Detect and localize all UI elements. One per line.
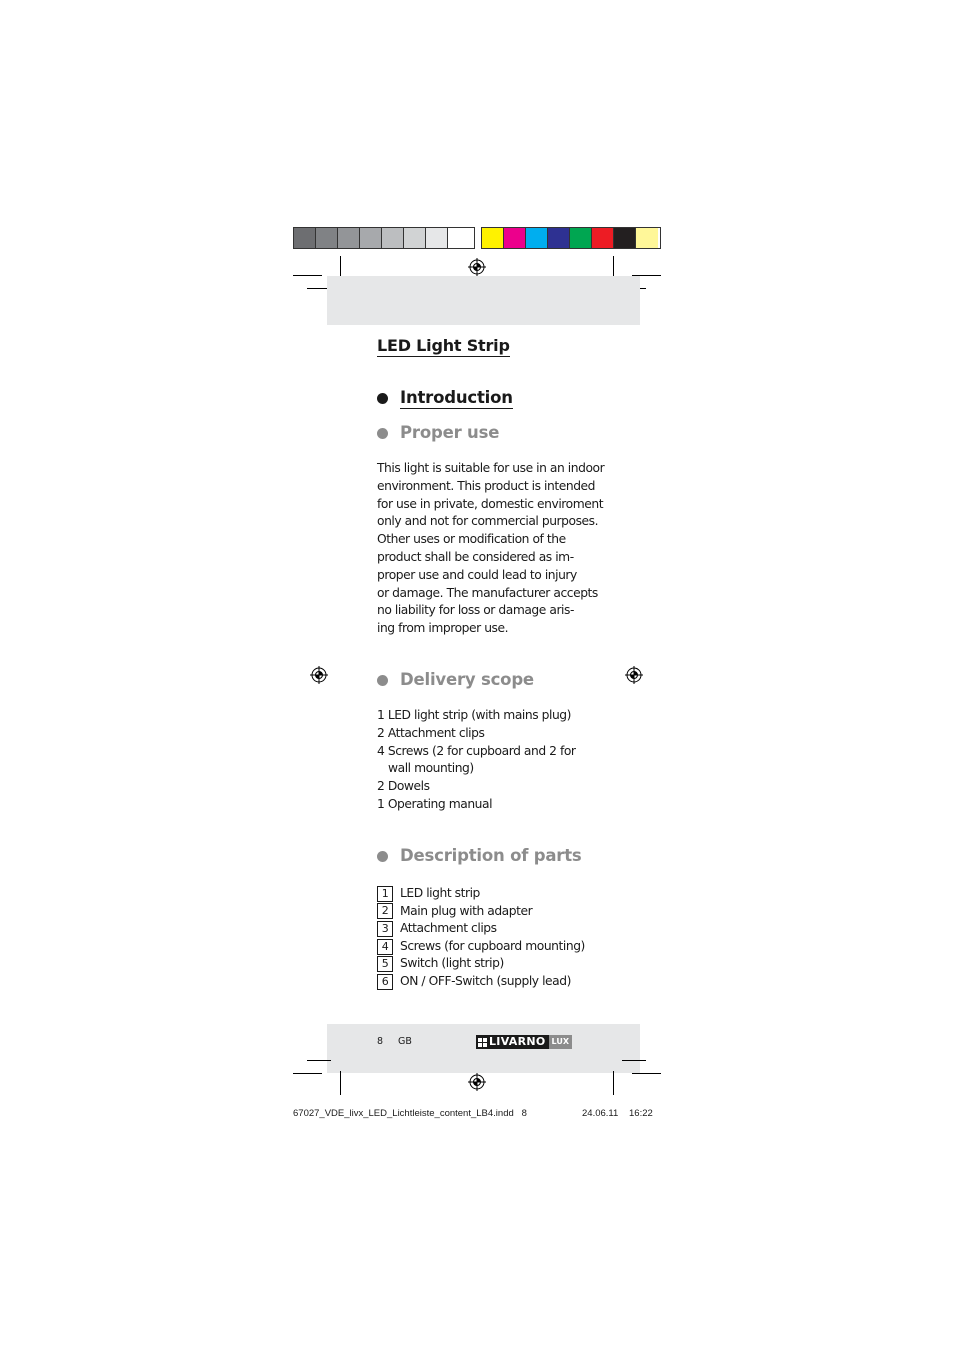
parts-list bbox=[377, 885, 607, 991]
gray-swatch-bar bbox=[293, 227, 475, 249]
text-line: for use in private, domestic enviroment bbox=[377, 496, 604, 511]
section-introduction bbox=[377, 388, 513, 409]
crop-mark bbox=[293, 275, 322, 276]
part-number: 3 bbox=[377, 921, 393, 937]
text-line: proper use and could lead to injury bbox=[377, 567, 577, 582]
color-swatch bbox=[592, 228, 614, 248]
document-title-text: LED Light Strip bbox=[377, 336, 510, 355]
slug-time: 16:22 bbox=[629, 1108, 653, 1119]
crop-mark bbox=[632, 1073, 661, 1074]
color-swatch bbox=[570, 228, 592, 248]
crop-mark bbox=[613, 1071, 614, 1095]
description-of-parts-heading: Description of parts bbox=[400, 846, 582, 865]
registration-mark-icon bbox=[468, 258, 486, 276]
delivery-scope-heading: Delivery scope bbox=[400, 670, 534, 689]
part-label: Main plug with adapter bbox=[400, 903, 533, 918]
part-number: 2 bbox=[377, 903, 393, 919]
color-swatch bbox=[382, 228, 404, 248]
proper-use-heading: Proper use bbox=[400, 423, 500, 442]
list-item: 2 Attachment clips bbox=[377, 725, 485, 740]
crop-mark bbox=[622, 1060, 646, 1061]
crop-mark bbox=[340, 256, 341, 276]
introduction-heading: Introduction bbox=[400, 388, 513, 407]
list-item: wall mounting) bbox=[388, 761, 474, 776]
bullet-icon bbox=[377, 393, 388, 404]
slug-date: 24.06.11 bbox=[582, 1108, 619, 1119]
part-row bbox=[377, 920, 607, 938]
part-row bbox=[377, 955, 607, 973]
part-number: 4 bbox=[377, 939, 393, 955]
part-label: Screws (for cupboard mounting) bbox=[400, 938, 585, 953]
list-item: 1 Operating manual bbox=[377, 796, 493, 811]
bullet-icon bbox=[377, 851, 388, 862]
part-number: 1 bbox=[377, 886, 393, 902]
document-title bbox=[377, 336, 510, 357]
color-swatch bbox=[426, 228, 448, 248]
crop-mark bbox=[293, 1073, 322, 1074]
section-delivery-scope bbox=[377, 670, 534, 690]
registration-mark-icon bbox=[468, 1073, 486, 1091]
part-label: Attachment clips bbox=[400, 921, 497, 936]
crop-mark bbox=[307, 1060, 331, 1061]
color-swatch bbox=[338, 228, 360, 248]
text-line: no liability for loss or damage aris- bbox=[377, 603, 574, 618]
logo-mark-icon bbox=[476, 1035, 488, 1049]
part-label: LED light strip bbox=[400, 885, 480, 900]
color-swatch bbox=[360, 228, 382, 248]
list-item: 1 LED light strip (with mains plug) bbox=[377, 708, 572, 722]
slug-filename: 67027_VDE_livx_LED_Lichtleiste_content_LB4.indd 8 bbox=[293, 1108, 527, 1119]
part-label: ON / OFF-Switch (supply lead) bbox=[400, 973, 571, 988]
section-description-of-parts bbox=[377, 846, 582, 866]
part-label: Switch (light strip) bbox=[400, 956, 504, 971]
color-swatch bbox=[614, 228, 636, 248]
section-proper-use bbox=[377, 423, 499, 443]
color-swatch bbox=[548, 228, 570, 248]
top-gray-band bbox=[327, 276, 640, 325]
delivery-scope-list bbox=[377, 707, 582, 814]
list-item: 4 Screws (2 for cupboard and 2 for bbox=[377, 743, 576, 758]
color-swatch-bar bbox=[481, 227, 661, 249]
color-swatch bbox=[294, 228, 316, 248]
bullet-icon bbox=[377, 428, 388, 439]
part-row bbox=[377, 973, 607, 991]
bullet-icon bbox=[377, 675, 388, 686]
registration-mark-icon bbox=[625, 666, 643, 684]
proper-use-text bbox=[377, 460, 605, 638]
text-line: only and not for commercial purposes. bbox=[377, 514, 599, 529]
page-number: 8 bbox=[377, 1036, 384, 1047]
part-number: 5 bbox=[377, 956, 393, 972]
text-line: Other uses or modification of the bbox=[377, 532, 566, 547]
brand-logo bbox=[476, 1035, 572, 1049]
part-row bbox=[377, 903, 607, 921]
color-swatch bbox=[526, 228, 548, 248]
color-swatch bbox=[636, 228, 658, 248]
color-swatch bbox=[404, 228, 426, 248]
registration-mark-icon bbox=[310, 666, 328, 684]
part-row bbox=[377, 885, 607, 903]
color-swatch bbox=[316, 228, 338, 248]
crop-mark bbox=[340, 1071, 341, 1095]
text-line: ing from improper use. bbox=[377, 621, 509, 636]
color-swatch bbox=[448, 228, 470, 248]
part-row bbox=[377, 938, 607, 956]
part-number: 6 bbox=[377, 974, 393, 990]
language-code: GB bbox=[398, 1036, 412, 1047]
text-line: product shall be considered as im- bbox=[377, 549, 574, 564]
brand-suffix: LUX bbox=[549, 1035, 572, 1049]
text-line: environment. This product is intended bbox=[377, 478, 596, 493]
crop-mark bbox=[613, 256, 614, 276]
text-line: or damage. The manufacturer accepts bbox=[377, 585, 598, 600]
color-swatch bbox=[504, 228, 526, 248]
text-line: This light is suitable for use in an indoor bbox=[377, 461, 605, 475]
color-swatch bbox=[482, 228, 504, 248]
list-item: 2 Dowels bbox=[377, 779, 430, 794]
brand-name: LIVARNO bbox=[488, 1035, 549, 1049]
